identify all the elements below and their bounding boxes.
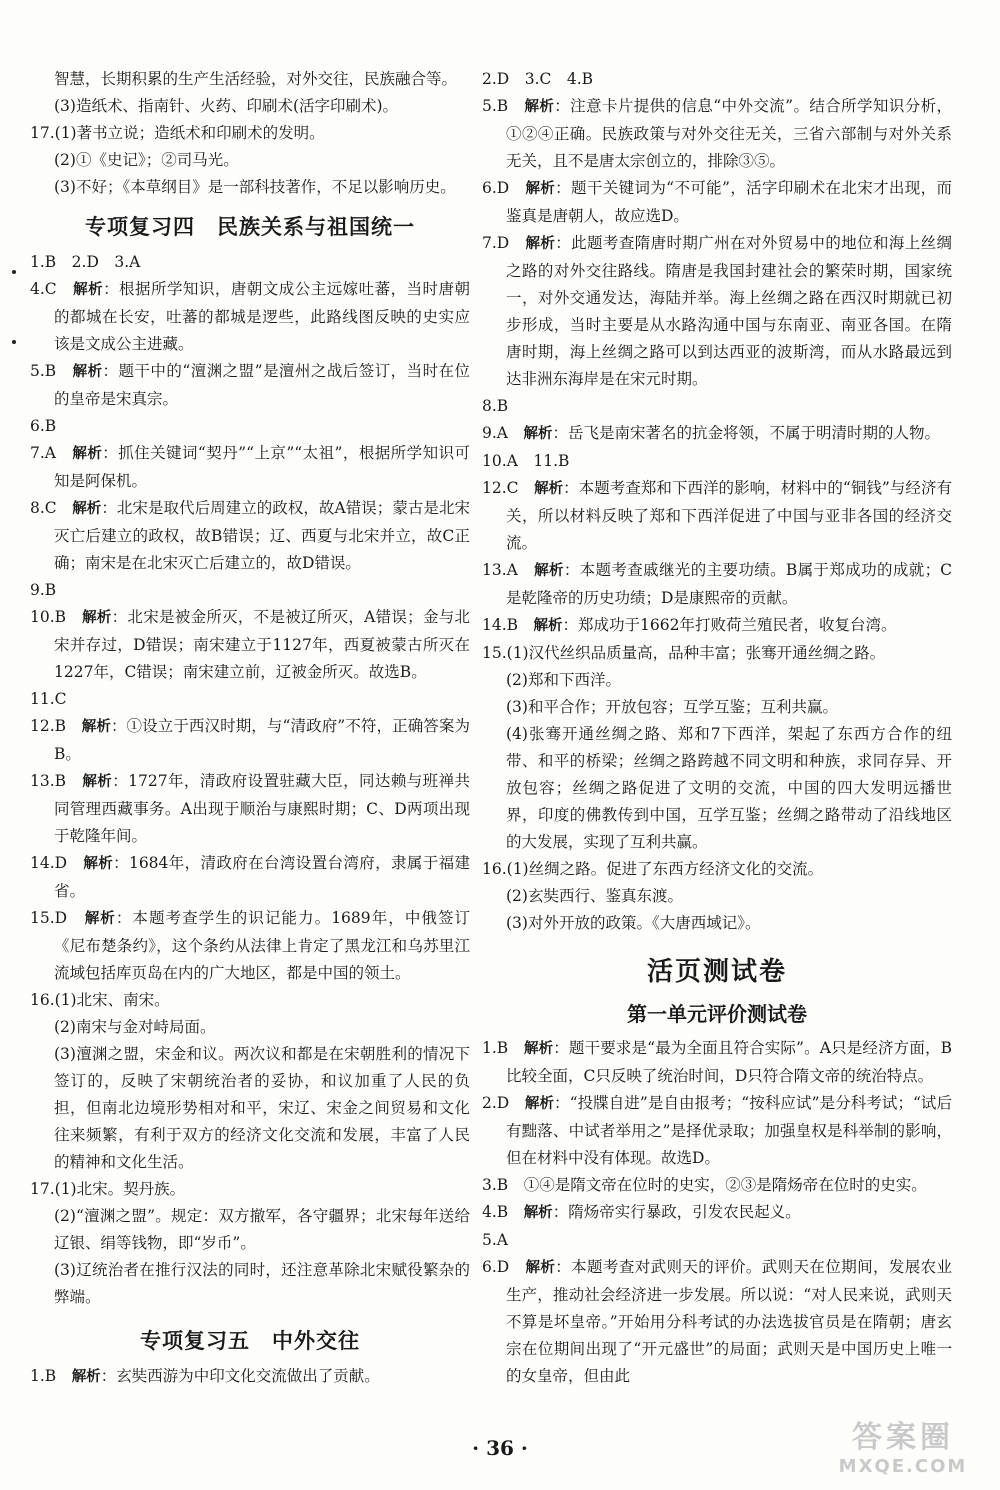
answer-line: (3)澶渊之盟，宋金和议。两次议和都是在宋朝胜利的情况下签订的，反映了宋朝统治者的妥协，和议加重了人民的负担，但南北边境形势相对和平，宋辽、宋金之间贸易和文化往来频繁，有利于双方的经济文化交流和发展，丰富了人民的精神和文化生活。 xyxy=(54,1045,470,1171)
answer-line: 16.(1)北宋、南宋。 xyxy=(30,991,170,1009)
answer-item xyxy=(30,577,470,604)
analysis-text: ：此题考查隋唐时期广州在对外贸易中的地位和海上丝绸之路的对外交往路线。隋唐是我国封建社会的繁荣时期，国家统一，对外交通发达，海陆并举。海上丝绸之路在西汉时期就已初步形成，当时主要是从水路沟通中国与东南亚、南亚各国。在隋唐时期，海上丝绸之路可以到达西亚的波斯湾，而从水路最远到达非洲东海岸是在宋元时期。 xyxy=(506,234,953,388)
analysis-label: 解析 xyxy=(81,719,111,735)
section-5-continued xyxy=(482,66,952,640)
answer-number: 12.B xyxy=(30,717,82,735)
answer-item xyxy=(482,1227,952,1254)
answer-item xyxy=(30,358,470,413)
answer-number: 4.C xyxy=(30,280,74,298)
answer-number: 4.B xyxy=(482,1203,524,1221)
answer-line: (2)①《史记》；②司马光。 xyxy=(54,151,239,169)
analysis-text: ：隋炀帝实行暴政，引发农民起义。 xyxy=(552,1203,801,1221)
section-4-questions xyxy=(30,987,470,1311)
worksheet-title: 活页测试卷 xyxy=(646,957,787,987)
answer-number: 5.B xyxy=(482,97,525,115)
answer-item xyxy=(482,448,952,475)
answer-number: 6.B xyxy=(30,417,57,435)
analysis-label: 解析 xyxy=(525,181,556,197)
answer-line: (3)造纸术、指南针、火药、印刷术(活字印刷术)。 xyxy=(54,97,399,115)
answer-number: 15.D xyxy=(30,909,85,927)
left-column xyxy=(30,66,470,1391)
analysis-text: ：本题考查对武则天的评价。武则天在位期间，发展农业生产，推动社会经济进一步发展。所以说：“对人民来说，武则天不算是坏皇帝。”开始用分科考试的办法选拔官员是在隋朝；唐玄宗在位期间出现了“开元盛世”的局面；武则天是中国历史上唯一的女皇帝，但由此 xyxy=(506,1258,953,1385)
analysis-text: ①④是隋文帝在位时的史实，②③是隋炀帝在位时的史实。 xyxy=(523,1176,927,1194)
analysis-text: ：根据所学知识，唐朝文成公主远嫁吐蕃，当时唐朝的都城在长安，吐蕃的都城是逻些，此路线图反映的史实应该是文成公主进藏。 xyxy=(54,280,470,353)
answer-item xyxy=(482,557,952,612)
answer-item xyxy=(30,905,470,987)
analysis-label: 解析 xyxy=(523,1041,554,1057)
answer-item xyxy=(482,93,952,175)
margin-dot xyxy=(12,340,16,344)
analysis-label: 解析 xyxy=(72,446,103,462)
section-5-questions xyxy=(482,640,952,937)
section-4-answers xyxy=(30,249,470,987)
answer-number: 10.B xyxy=(30,608,83,626)
answer-number: 13.B xyxy=(30,772,83,790)
answer-line: (2)南宋与金对峙局面。 xyxy=(54,1018,216,1036)
analysis-text: ：“投牒自进”是自由报考；“按科应试”是分科考试；“试后有黜落、中试者举用之”是择优录取；加强皇权是科举制的影响，但在材料中没有体现。故选D。 xyxy=(506,1094,953,1167)
answer-item xyxy=(482,612,952,640)
analysis-label: 解析 xyxy=(71,1369,101,1385)
analysis-text: ：郑成功于1662年打败荷兰殖民者，收复台湾。 xyxy=(562,616,897,634)
answer-item xyxy=(30,604,470,686)
answer-line: (2)郑和下西洋。 xyxy=(506,671,621,689)
answer-line: 17.(1)著书立说；造纸术和印刷术的发明。 xyxy=(30,124,325,142)
left-intro-block xyxy=(30,66,470,201)
answer-number: 3.B xyxy=(482,1176,524,1194)
section-5-title: 专项复习五 中外交往 xyxy=(140,1329,360,1353)
answer-item xyxy=(482,66,952,93)
analysis-text: ：题干关键词为“不可能”，活字印刷术在北宋才出现，而鉴真是唐朝人，故应选D。 xyxy=(506,179,952,225)
answer-item xyxy=(30,495,470,577)
answer-number: 2.D xyxy=(482,1094,525,1112)
analysis-label: 解析 xyxy=(73,282,104,298)
answer-number: 1.B xyxy=(30,1367,72,1385)
analysis-text: ：注意卡片提供的信息“中外交流”。结合所学知识分析，①②④正确。民族政策与对外交往无关，三省六部制与对外关系无关，且不是唐太宗创立的，排除③⑤。 xyxy=(506,97,953,170)
watermark-url: MXQE.COM xyxy=(838,1456,968,1477)
answer-item xyxy=(30,1363,470,1391)
answer-item xyxy=(482,175,952,230)
watermark-text: 答案圈 xyxy=(852,1420,954,1455)
analysis-label: 解析 xyxy=(524,99,555,115)
answer-number: 11.C xyxy=(30,690,67,708)
answer-item xyxy=(30,850,470,905)
analysis-text: ：1684年，清政府在台湾设置台湾府，隶属于福建省。 xyxy=(54,854,470,900)
analysis-text: ：本题考查郑和下西洋的影响，材料中的“铜钱”与经济有关，所以材料反映了郑和下西洋促进了中国与亚非各国的经济交流。 xyxy=(506,479,952,552)
answer-number: 7.A xyxy=(30,444,73,462)
answer-number: 6.D xyxy=(482,1258,526,1276)
section-4-title: 专项复习四 民族关系与祖国统一 xyxy=(85,215,415,239)
answer-line: 15.(1)汉代丝织品质量高，品种丰富；张骞开通丝绸之路。 xyxy=(482,644,886,662)
answer-item xyxy=(30,413,470,440)
answer-item xyxy=(482,475,952,557)
answer-item xyxy=(30,276,470,358)
answer-number: 9.B xyxy=(30,581,57,599)
analysis-label: 解析 xyxy=(534,563,564,579)
answer-line: (2)玄奘西行、鉴真东渡。 xyxy=(506,887,683,905)
answer-item xyxy=(30,713,470,768)
analysis-text: ：题干中的“澶渊之盟”是澶州之战后签订，当时在位的皇帝是宋真宗。 xyxy=(54,362,471,408)
analysis-label: 解析 xyxy=(82,610,112,626)
answer-number: 1.B 2.D 3.A xyxy=(30,253,141,271)
answer-line: (3)和平合作；开放包容；互学互鉴；互利共赢。 xyxy=(506,698,838,716)
analysis-label: 解析 xyxy=(533,618,563,634)
analysis-label: 解析 xyxy=(525,236,556,252)
page-number: · 36 · xyxy=(472,1436,528,1460)
analysis-text: ：北宋是被金所灭，不是被辽所灭，A错误；金与北宋并存过，D错误；南宋建立于1127年，西夏被蒙古所灭在1227年，C错误；南宋建立前，辽被金所灭。故选B。 xyxy=(54,608,471,681)
analysis-text: ：北宋是取代后周建立的政权，故A错误；蒙古是北宋灭亡后建立的政权，故B错误；辽、西夏与北宋并立，故C正确；南宋是在北宋灭亡后建立的，故D错误。 xyxy=(54,499,470,572)
answer-line: (2)“澶渊之盟”。规定：双方撤军，各守疆界；北宋每年送给辽银、绢等钱物，即“岁币”。 xyxy=(54,1207,470,1252)
answer-line: (3)对外开放的政策。《大唐西域记》。 xyxy=(506,914,761,932)
answer-number: 5.A xyxy=(482,1231,508,1249)
right-column xyxy=(482,66,952,1390)
answer-line: 17.(1)北宋。契丹族。 xyxy=(30,1180,186,1198)
analysis-label: 解析 xyxy=(525,1260,556,1276)
answer-item xyxy=(482,393,952,420)
analysis-label: 解析 xyxy=(84,911,116,927)
answer-line: 16.(1)丝绸之路。促进了东西方经济文化的交流。 xyxy=(482,860,824,878)
analysis-label: 解析 xyxy=(523,426,553,442)
analysis-text: ：题干要求是“最为全面且符合实际”。A只是经济方面，B比较全面，C只反映了统治时间，D只符合隋文帝的统治特点。 xyxy=(506,1039,953,1085)
answer-number: 7.D xyxy=(482,234,526,252)
analysis-text: ：玄奘西游为中印文化交流做出了贡献。 xyxy=(100,1367,380,1385)
analysis-text: ：本题考查学生的识记能力。1689年，中俄签订《尼布楚条约》，这个条约从法律上肯定了黑龙江和乌苏里江流域包括库页岛在内的广大地区，都是中国的领土。 xyxy=(54,909,471,982)
answer-number: 14.D xyxy=(30,854,84,872)
answer-item xyxy=(482,230,952,393)
answer-number: 13.A xyxy=(482,561,535,579)
answer-number: 5.B xyxy=(30,362,73,380)
answer-item xyxy=(482,1172,952,1199)
analysis-label: 解析 xyxy=(83,856,114,872)
answer-number: 12.C xyxy=(482,479,535,497)
analysis-label: 解析 xyxy=(523,1205,553,1221)
answer-number: 8.B xyxy=(482,397,509,415)
answer-item xyxy=(482,1254,952,1390)
unit-test-answers xyxy=(482,1035,952,1390)
unit-test-title: 第一单元评价测试卷 xyxy=(627,1002,807,1026)
analysis-text: ：岳飞是南宋著名的抗金将领，不属于明清时期的人物。 xyxy=(552,424,940,442)
answer-item xyxy=(482,1035,952,1090)
analysis-label: 解析 xyxy=(534,481,564,497)
answer-item xyxy=(482,1199,952,1227)
answer-line: 智慧，长期积累的生产生活经验，对外交往，民族融合等。 xyxy=(54,70,458,88)
analysis-text: ：①设立于西汉时期，与“清政府”不符，正确答案为B。 xyxy=(54,717,470,763)
answer-item xyxy=(30,686,470,713)
answer-number: 14.B xyxy=(482,616,534,634)
answer-number: 9.A xyxy=(482,424,524,442)
answer-item xyxy=(30,440,470,495)
watermark-logo xyxy=(818,1420,988,1482)
answer-item xyxy=(30,768,470,850)
answer-item xyxy=(30,249,470,276)
answer-line: (3)不好；《本草纲目》是一部科技著作，不足以影响历史。 xyxy=(54,178,456,196)
analysis-label: 解析 xyxy=(72,364,103,380)
analysis-label: 解析 xyxy=(72,501,102,517)
analysis-label: 解析 xyxy=(82,774,113,790)
section-5-answers xyxy=(30,1363,470,1391)
answer-number: 6.D xyxy=(482,179,526,197)
answer-line: (3)辽统治者在推行汉法的同时，还注意革除北宋赋役繁杂的弊端。 xyxy=(54,1261,470,1306)
answer-item xyxy=(482,1090,952,1172)
margin-dot xyxy=(12,270,16,274)
analysis-label: 解析 xyxy=(524,1096,555,1112)
answer-number: 8.C xyxy=(30,499,73,517)
answer-number: 2.D 3.C 4.B xyxy=(482,70,594,88)
analysis-text: ：本题考查戚继光的主要功绩。B属于郑成功的成就；C是乾隆帝的历史功绩；D是康熙帝的贡献。 xyxy=(506,561,952,607)
answer-number: 10.A 11.B xyxy=(482,452,570,470)
answer-line: (4)张骞开通丝绸之路、郑和7下西洋，架起了东西方合作的纽带、和平的桥梁；丝绸之路跨越不同文明和种族，求同存异、开放包容；丝绸之路促进了文明的交流，中国的四大发明远播世界，印度的佛教传到中国，互学互鉴；丝绸之路带动了沿线地区的大发展，实现了互利共赢。 xyxy=(506,725,952,851)
analysis-text: ：1727年，清政府设置驻藏大臣，同达赖与班禅共同管理西藏事务。A出现于顺治与康熙时期；C、D两项出现于乾隆年间。 xyxy=(54,772,470,845)
analysis-text: ：抓住关键词“契丹”“上京”“太祖”，根据所学知识可知是阿保机。 xyxy=(54,444,471,490)
answer-number: 1.B xyxy=(482,1039,524,1057)
answer-item xyxy=(482,420,952,448)
